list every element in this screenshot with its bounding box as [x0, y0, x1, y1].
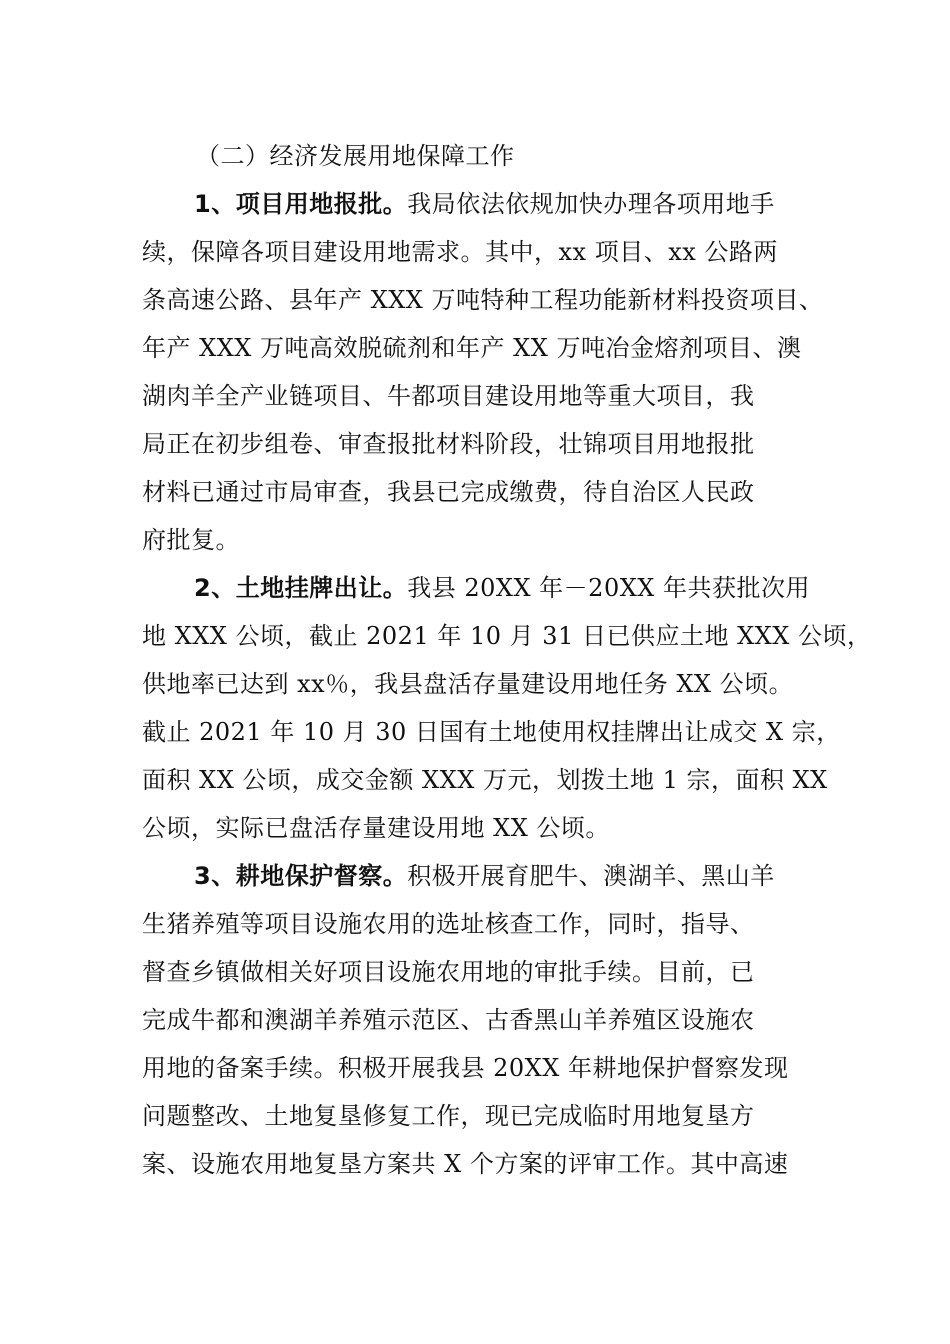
- paragraph-2-line-4: 截止 2021 年 10 月 30 日国有土地使用权挂牌出让成交 X 宗，: [142, 718, 841, 746]
- paragraph-2: [142, 564, 872, 852]
- paragraph-1-text: 我局依法依规加快办理各项用地手: [407, 190, 775, 218]
- paragraph-1-title: 1、项目用地报批。: [194, 190, 408, 218]
- paragraph-1-line-8: 府批复。: [142, 526, 240, 554]
- paragraph-1-line-4: 年产 XXX 万吨高效脱硫剂和年产 XX 万吨冶金熔剂项目、澳: [142, 334, 802, 362]
- paragraph-1-line-6: 局正在初步组卷、审查报批材料阶段，壮锦项目用地报批: [142, 430, 755, 458]
- paragraph-2-line-2: 地 XXX 公顷，截止 2021 年 10 月 31 日已供应土地 XXX 公顷，: [142, 622, 872, 650]
- paragraph-3-line-6: 问题整改、土地复垦修复工作，现已完成临时用地复垦方: [142, 1102, 755, 1130]
- paragraph-3-line-1: [142, 852, 822, 900]
- paragraph-2-text: 我县 20XX 年－20XX 年共获批次用: [407, 574, 811, 602]
- section-heading: （二）经济发展用地保障工作: [196, 142, 515, 170]
- paragraph-2-line-1: [142, 564, 822, 612]
- paragraph-3-line-2: 生猪养殖等项目设施农用的选址核查工作，同时，指导、: [142, 910, 755, 938]
- paragraph-3-line-3: 督查乡镇做相关好项目设施农用地的审批手续。目前，已: [142, 958, 755, 986]
- paragraph-3: [142, 852, 822, 1188]
- paragraph-1-line-1: [142, 180, 822, 228]
- paragraph-3-line-7: 案、设施农用地复垦方案共 X 个方案的评审工作。其中高速: [142, 1150, 789, 1178]
- paragraph-3-line-5: 用地的备案手续。积极开展我县 20XX 年耕地保护督察发现: [142, 1054, 789, 1082]
- paragraph-3-text: 积极开展育肥牛、澳湖羊、黑山羊: [407, 862, 775, 890]
- paragraph-2-title: 2、土地挂牌出让。: [194, 574, 408, 602]
- paragraph-2-line-5: 面积 XX 公顷，成交金额 XXX 万元，划拨土地 1 宗，面积 XX: [142, 766, 828, 794]
- paragraph-1: [142, 180, 822, 564]
- paragraph-2-line-6: 公顷，实际已盘活存量建设用地 XX 公顷。: [142, 814, 610, 842]
- paragraph-3-line-4: 完成牛都和澳湖羊养殖示范区、古香黑山羊养殖区设施农: [142, 1006, 755, 1034]
- paragraph-3-title: 3、耕地保护督察。: [194, 862, 408, 890]
- paragraph-1-line-2: 续，保障各项目建设用地需求。其中，xx 项目、xx 公路两: [142, 238, 778, 266]
- paragraph-1-line-3: 条高速公路、县年产 XXX 万吨特种工程功能新材料投资项目、: [142, 286, 824, 314]
- paragraph-1-line-5: 湖肉羊全产业链项目、牛都项目建设用地等重大项目，我: [142, 382, 755, 410]
- paragraph-2-line-3: 供地率已达到 xx％，我县盘活存量建设用地任务 XX 公顷。: [142, 670, 794, 698]
- document-body: [142, 132, 872, 1188]
- paragraph-1-line-7: 材料已通过市局审查，我县已完成缴费，待自治区人民政: [142, 478, 755, 506]
